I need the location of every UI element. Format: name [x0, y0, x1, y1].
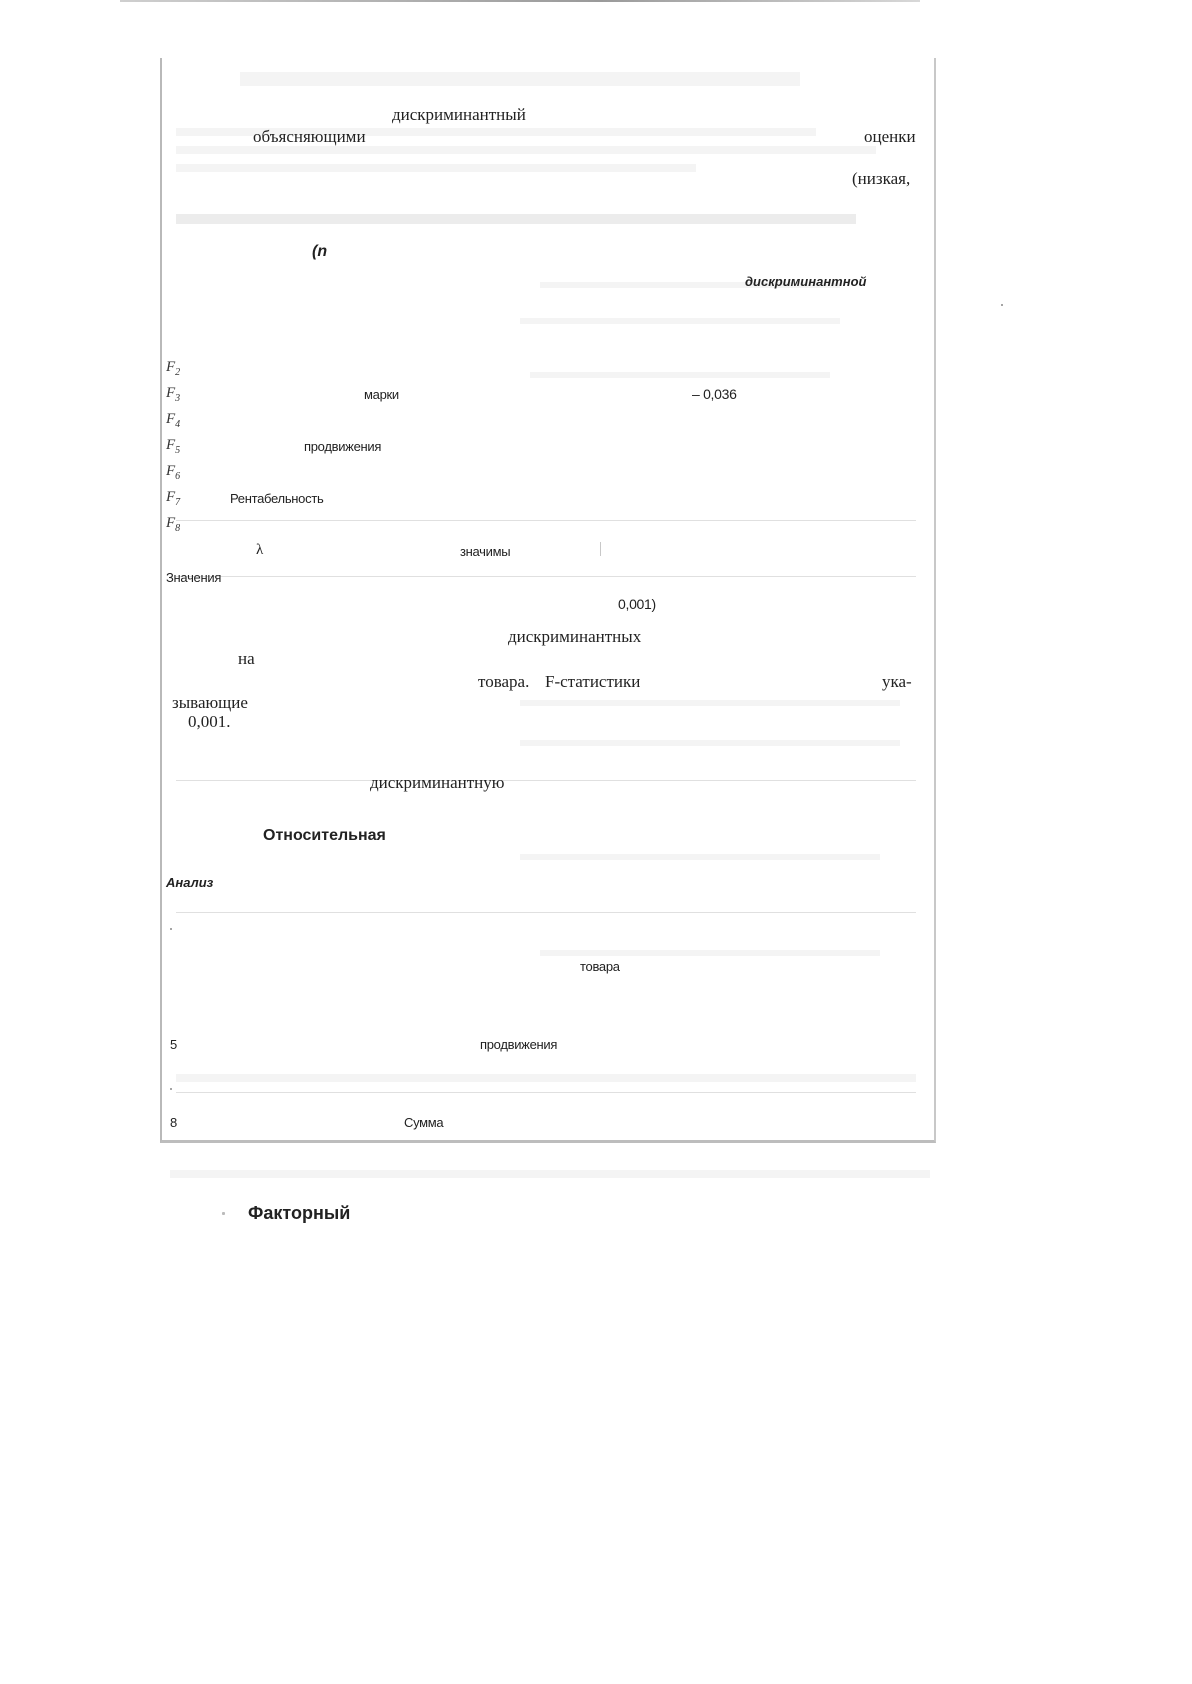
scan-speck: [1001, 304, 1003, 306]
paragraph-lower-word1: дискриминантную: [370, 773, 505, 792]
paragraph-mid-word3: товара.: [478, 672, 530, 691]
scan-mark: [600, 542, 601, 556]
table1-significant: значимы: [460, 544, 511, 559]
table2-heading: Относительная: [263, 827, 386, 844]
table1-values-label: Значения: [166, 570, 222, 585]
paragraph-top-word4: (низкая,: [852, 169, 911, 188]
row-label-f4: $F_4$: [166, 411, 181, 430]
table1-p-value: 0,001): [618, 596, 656, 612]
section-heading: Факторный: [248, 1203, 351, 1223]
scan-speck: [170, 928, 172, 930]
paragraph-top-word3: оценки: [864, 127, 916, 146]
page-frame: [160, 58, 936, 1143]
table2-row-product: товара: [580, 959, 620, 974]
paragraph-mid-word1: дискриминантных: [508, 627, 642, 646]
table2-row5-name: продвижения: [480, 1037, 558, 1052]
row-label-f8: $F_8$: [166, 515, 181, 534]
table1-lambda: λ: [256, 542, 264, 558]
table2-row5-num: 5: [170, 1037, 177, 1052]
row-label-f2: $F_2$: [166, 359, 181, 378]
row-label-f7: $F_7$: [166, 489, 181, 508]
table1-title-fragment: дискриминантной: [745, 274, 867, 289]
top-scan-rule: [120, 0, 920, 2]
table2-row8-num: 8: [170, 1115, 177, 1130]
paragraph-top-word1: дискриминантный: [392, 105, 526, 124]
paragraph-mid-word2: на: [238, 649, 255, 668]
paragraph-mid-word4: F-статистики: [545, 672, 641, 691]
row-label-f3: $F_3$: [166, 385, 181, 404]
paragraph-mid-word5: ука-: [882, 672, 912, 691]
row-f5-name: продвижения: [304, 439, 382, 454]
paragraph-top-word2: объясняющими: [253, 127, 366, 146]
row-f7-name: Рентабельность: [230, 491, 324, 506]
table1-paren-n: (n: [312, 243, 328, 260]
table2-subheading: Анализ: [166, 875, 214, 890]
row-label-f5: $F_5$: [166, 437, 181, 456]
paragraph-mid-word7: 0,001.: [188, 712, 231, 731]
scan-speck: [170, 1088, 172, 1090]
row-label-f6: $F_6$: [166, 463, 181, 482]
row-f3-name: марки: [364, 387, 399, 402]
table2-row8-name: Сумма: [404, 1115, 444, 1130]
scan-speck: [222, 1212, 225, 1215]
row-f3-value: – 0,036: [692, 386, 737, 402]
paragraph-mid-word6: зывающие: [172, 693, 248, 712]
